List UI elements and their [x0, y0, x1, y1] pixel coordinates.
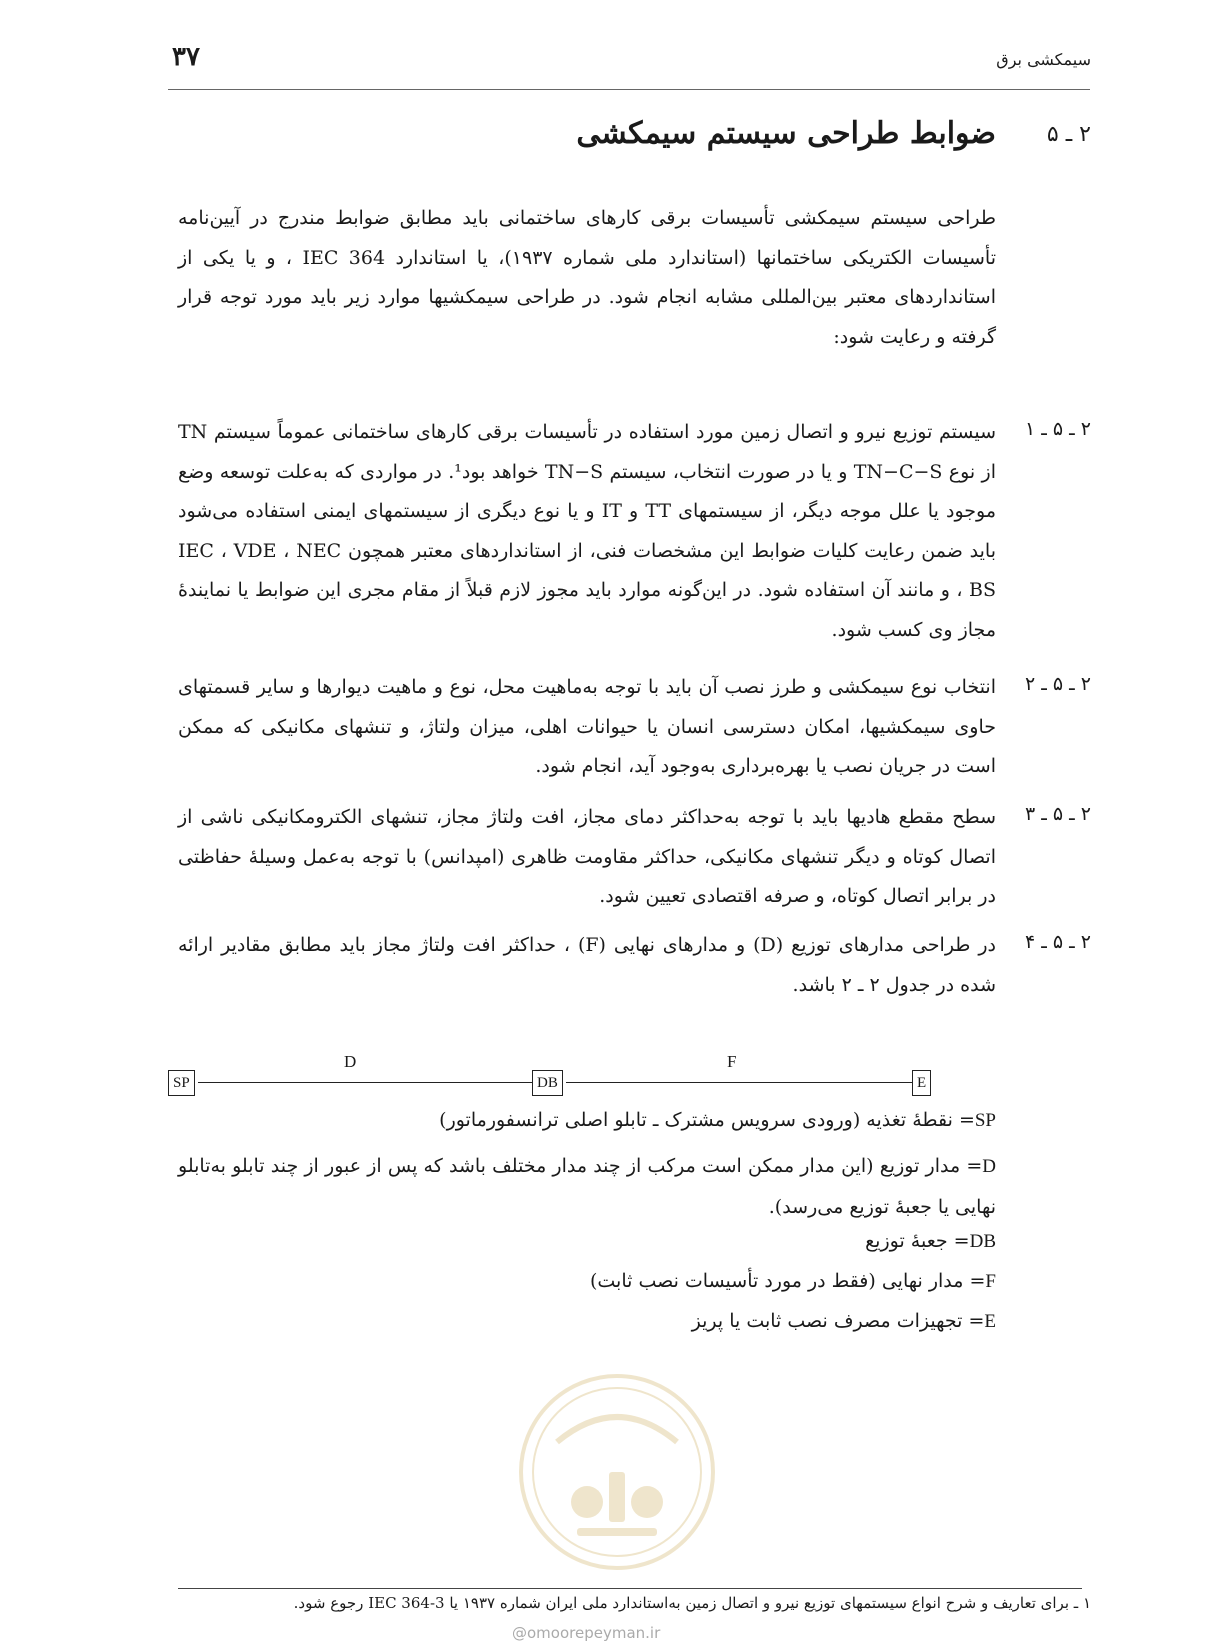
legend-term: F [985, 1271, 996, 1292]
db-box: DB [532, 1070, 563, 1096]
item-text: سیستم توزیع نیرو و اتصال زمین مورد استفاده در تأسیسات برقی کارهای ساختمانی عموماً سیستم TN از نوع TN−C−S و یا در صورت انتخاب، سیستم TN−S خواهد بود¹. در مواردی که به‌علت توسعه وضع موجود یا علل موجه دیگر، از سیستمهای TT و IT و یا نوع دیگری از سیستمهای ایمنی استفاده می‌شود باید ضمن رعایت کلیات ضوابط این مشخصات فنی، از استانداردهای معتبر همچون IEC ، VDE ، NEC ، BS و مانند آن استفاده شود. در این‌گونه موارد باید مجوز لازم قبلاً از مقام مجری این ضوابط یا نمایندهٔ مجاز وی کسب شود. [178, 421, 996, 641]
watermark-seal-logo [517, 1372, 717, 1572]
f-label: F [727, 1052, 737, 1071]
legend-item: F= مدار نهایی (فقط در مورد تأسیسات نصب ثابت) [589, 1270, 996, 1292]
section-number: ۲ ـ ۵ [1046, 122, 1091, 147]
legend-desc: مدار توزیع (این مدار ممکن است مرکب از چند مدار مختلف باشد که پس از عبور از چند تابلو به‌تابلو نهایی یا جعبهٔ توزیع می‌رسد). [178, 1155, 996, 1218]
item-number: ۲ ـ ۵ ـ ۱ [1025, 418, 1091, 440]
legend-desc: تجهیزات مصرف نصب ثابت یا پریز [691, 1310, 963, 1332]
legend-desc: جعبهٔ توزیع [865, 1230, 948, 1252]
circuit-diagram [168, 1052, 996, 1112]
footnote-rule [178, 1588, 1082, 1589]
legend-term: SP [974, 1110, 996, 1131]
legend-item: E= تجهیزات مصرف نصب ثابت یا پریز [691, 1310, 996, 1332]
page-number: ۳۷ [172, 42, 200, 72]
legend-term: D [982, 1156, 996, 1177]
section-title: ضوابط طراحی سیستم سیمکشی [576, 116, 996, 151]
legend-item: DB= جعبهٔ توزیع [865, 1230, 996, 1252]
item-number: ۲ ـ ۵ ـ ۳ [1025, 803, 1091, 825]
item-text: انتخاب نوع سیمکشی و طرز نصب آن باید با توجه به‌ماهیت محل، نوع و ماهیت دیوارها و سایر قسمتهای حاوی سیمکشیها، امکان دسترسی انسان یا حیوانات اهلی، میزان ولتاژ، و تنشهای مکانیکی که ممکن است در جریان نصب یا بهره‌برداری به‌وجود آید، انجام شود. [178, 676, 996, 777]
legend-term: DB [969, 1231, 996, 1252]
distribution-line [198, 1082, 538, 1083]
watermark-text: @omoorepeyman.ir [512, 1624, 661, 1642]
final-circuit-line [566, 1082, 912, 1083]
header-rule [168, 89, 1090, 90]
item-number: ۲ ـ ۵ ـ ۴ [1025, 931, 1091, 953]
running-head: سیمکشی برق [996, 50, 1091, 69]
intro-paragraph: طراحی سیستم سیمکشی تأسیسات برقی کارهای ساختمانی باید مطابق ضوابط مندرج در آیین‌نامه تأسیسات الکتریکی ساختمانها (استاندارد ملی شماره ۱۹۳۷)، یا استاندارد IEC 364 ، و یا یکی از استانداردهای معتبر بین‌المللی مشابه انجام شود. در طراحی سیمکشیها موارد زیر باید مورد توجه قرار گرفته و رعایت شود: [178, 207, 997, 348]
sp-box: SP [168, 1070, 195, 1096]
item-text: سطح مقطع هادیها باید با توجه به‌حداکثر دمای مجاز، افت ولتاژ مجاز، تنشهای الکترومکانیکی ناشی از اتصال کوتاه و دیگر تنشهای مکانیکی، حداکثر مقاومت ظاهری (امپدانس) با توجه به‌عمل وسیلهٔ حفاظتی در برابر اتصال کوتاه، و صرفه اقتصادی تعیین شود. [178, 806, 996, 907]
item-text: در طراحی مدارهای توزیع (D) و مدارهای نهایی (F) ، حداکثر افت ولتاژ مجاز باید مطابق مقادیر ارائه شده در جدول ۲ ـ ۲ باشد. [178, 934, 997, 996]
d-label: D [344, 1052, 357, 1071]
footnote: ۱ ـ برای تعاریف و شرح انواع سیستمهای توزیع نیرو و اتصال زمین به‌استاندارد ملی ایران شماره ۱۹۳۷ یا IEC 364-3 رجوع شود. [293, 1594, 1091, 1612]
item-number: ۲ ـ ۵ ـ ۲ [1025, 673, 1091, 695]
legend-item: SP= نقطهٔ تغذیه (ورودی سرویس مشترک ـ تابلو اصلی ترانسفورماتور) [439, 1109, 996, 1131]
legend-desc: نقطهٔ تغذیه (ورودی سرویس مشترک ـ تابلو اصلی ترانسفورماتور) [439, 1109, 953, 1131]
e-box: E [912, 1070, 931, 1096]
legend-term: E [984, 1311, 996, 1332]
legend-desc: مدار نهایی (فقط در مورد تأسیسات نصب ثابت) [589, 1270, 964, 1292]
legend-item: D= مدار توزیع (این مدار ممکن است مرکب از چند مدار مختلف باشد که پس از عبور از چند تابلو به‌تابلو نهایی یا جعبهٔ توزیع می‌رسد). [178, 1155, 996, 1218]
